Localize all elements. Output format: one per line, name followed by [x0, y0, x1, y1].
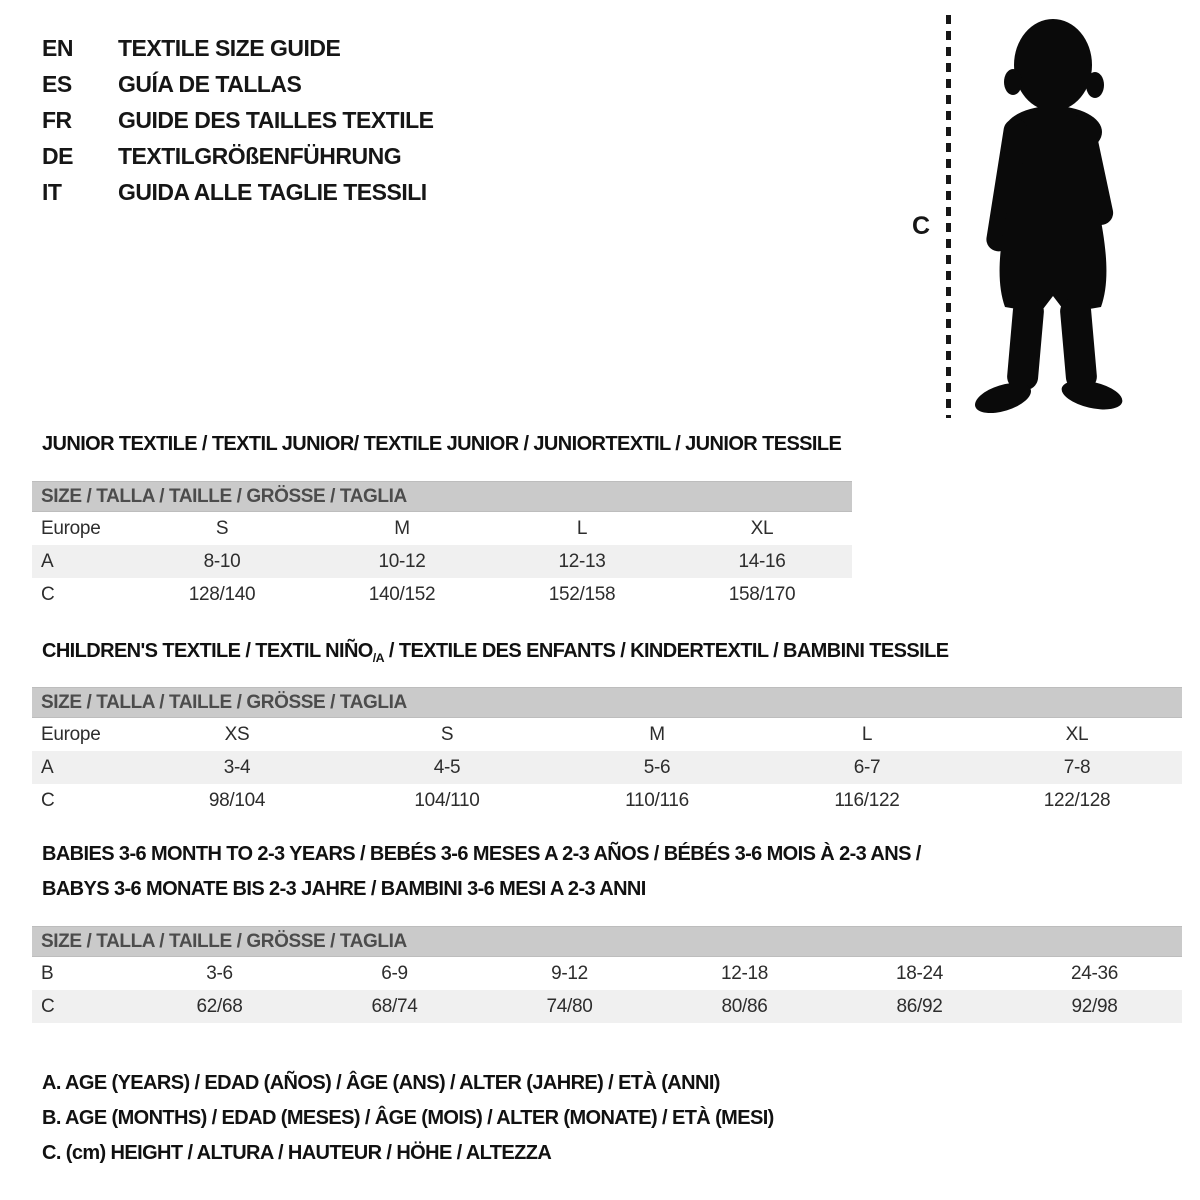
- language-title-list: [42, 30, 434, 210]
- size-cell: 158/170: [728, 583, 796, 605]
- size-cell: 86/92: [896, 995, 943, 1017]
- row-label: C: [41, 789, 55, 811]
- language-title: GUÍA DE TALLAS: [118, 70, 302, 97]
- size-cell: L: [576, 517, 588, 539]
- language-code: IT: [42, 178, 62, 205]
- language-code: EN: [42, 34, 73, 61]
- measure-label-c: C: [912, 212, 931, 240]
- language-row: [42, 174, 434, 210]
- language-title: GUIDE DES TAILLES TEXTILE: [118, 106, 434, 133]
- table-row-height: [32, 784, 1182, 817]
- size-cell: 98/104: [208, 789, 266, 811]
- language-code: ES: [42, 70, 72, 97]
- size-cell: 4-5: [433, 756, 461, 778]
- table-row-europe: [32, 718, 1182, 751]
- row-label: A: [41, 756, 54, 778]
- table-row-age: [32, 751, 1182, 784]
- size-cell: 110/116: [625, 789, 689, 811]
- size-cell: 92/98: [1071, 995, 1118, 1017]
- size-cell: 3-4: [223, 756, 251, 778]
- measurement-legend: [42, 1066, 774, 1171]
- heading-subscript: /A: [372, 651, 384, 665]
- size-cell: 6-9: [381, 962, 408, 984]
- heading-text: / TEXTILE DES ENFANTS / KINDERTEXTIL / BAMBINI TESSILE: [383, 640, 949, 662]
- size-cell: 3-6: [206, 962, 233, 984]
- size-cell: 14-16: [738, 550, 786, 572]
- size-cell: 5-6: [643, 756, 671, 778]
- size-cell: 12-13: [558, 550, 606, 572]
- size-cell: 104/110: [414, 789, 480, 811]
- language-row: [42, 66, 434, 102]
- size-cell: 6-7: [853, 756, 881, 778]
- language-code: DE: [42, 142, 73, 169]
- size-cell: 116/122: [834, 789, 900, 811]
- size-cell: 24-36: [1070, 962, 1119, 984]
- size-table-header: SIZE / TALLA / TAILLE / GRÖSSE / TAGLIA: [32, 926, 1182, 957]
- section-heading-babies-line2: BABYS 3-6 MONATE BIS 2-3 JAHRE / BAMBINI 3-6 MESI A 2-3 ANNI: [42, 878, 646, 900]
- language-title: TEXTILE SIZE GUIDE: [118, 34, 341, 61]
- size-cell: S: [215, 517, 229, 539]
- language-row: [42, 102, 434, 138]
- size-table-header: SIZE / TALLA / TAILLE / GRÖSSE / TAGLIA: [32, 481, 852, 512]
- toddler-silhouette-icon: [968, 16, 1130, 418]
- language-row: [42, 138, 434, 174]
- size-cell: 12-18: [720, 962, 769, 984]
- junior-size-table: [32, 481, 852, 611]
- height-measure-line: [946, 15, 951, 418]
- table-row-height: [32, 990, 1182, 1023]
- size-cell: 152/158: [548, 583, 616, 605]
- section-heading-babies-line1: BABIES 3-6 MONTH TO 2-3 YEARS / BEBÉS 3-6 MESES A 2-3 AÑOS / BÉBÉS 3-6 MOIS À 2-3 ANS /: [42, 843, 921, 865]
- size-cell: 68/74: [371, 995, 418, 1017]
- legend-line-a: A. AGE (YEARS) / EDAD (AÑOS) / ÂGE (ANS) / ALTER (JAHRE) / ETÀ (ANNI): [42, 1072, 720, 1094]
- babies-size-table: [32, 926, 1182, 1023]
- language-code: FR: [42, 106, 72, 133]
- table-row-europe: [32, 512, 852, 545]
- size-cell: L: [861, 723, 873, 745]
- size-cell: XL: [750, 517, 774, 539]
- table-row-age: [32, 545, 852, 578]
- size-table-header: SIZE / TALLA / TAILLE / GRÖSSE / TAGLIA: [32, 687, 1182, 718]
- size-cell: 128/140: [188, 583, 256, 605]
- size-cell: 7-8: [1063, 756, 1091, 778]
- legend-line-c: C. (cm) HEIGHT / ALTURA / HAUTEUR / HÖHE / ALTEZZA: [42, 1142, 552, 1164]
- size-cell: 10-12: [378, 550, 426, 572]
- row-label: A: [41, 550, 54, 572]
- row-label: C: [41, 583, 55, 605]
- table-row-months: [32, 957, 1182, 990]
- row-label: B: [41, 962, 54, 984]
- row-label: C: [41, 995, 55, 1017]
- table-row-height: [32, 578, 852, 611]
- size-cell: S: [440, 723, 454, 745]
- row-label: Europe: [41, 517, 101, 539]
- size-cell: 74/80: [546, 995, 593, 1017]
- children-size-table: [32, 687, 1182, 817]
- legend-line-b: B. AGE (MONTHS) / EDAD (MESES) / ÂGE (MOIS) / ALTER (MONATE) / ETÀ (MESI): [42, 1107, 774, 1129]
- size-cell: 80/86: [721, 995, 768, 1017]
- size-cell: 18-24: [895, 962, 944, 984]
- size-cell: XL: [1065, 723, 1089, 745]
- row-label: Europe: [41, 723, 101, 745]
- size-cell: M: [394, 517, 410, 539]
- section-heading-children: [42, 640, 948, 665]
- size-cell: XS: [224, 723, 250, 745]
- language-title: GUIDA ALLE TAGLIE TESSILI: [118, 178, 427, 205]
- size-cell: 62/68: [196, 995, 243, 1017]
- size-cell: 9-12: [551, 962, 588, 984]
- size-cell: 8-10: [203, 550, 241, 572]
- language-title: TEXTILGRÖßENFÜHRUNG: [118, 142, 402, 169]
- size-cell: 122/128: [1043, 789, 1111, 811]
- heading-text: CHILDREN'S TEXTILE / TEXTIL NIÑO: [42, 640, 373, 662]
- size-cell: M: [649, 723, 665, 745]
- section-heading-junior: JUNIOR TEXTILE / TEXTIL JUNIOR/ TEXTILE JUNIOR / JUNIORTEXTIL / JUNIOR TESSILE: [42, 433, 842, 455]
- size-cell: 140/152: [368, 583, 436, 605]
- language-row: [42, 30, 434, 66]
